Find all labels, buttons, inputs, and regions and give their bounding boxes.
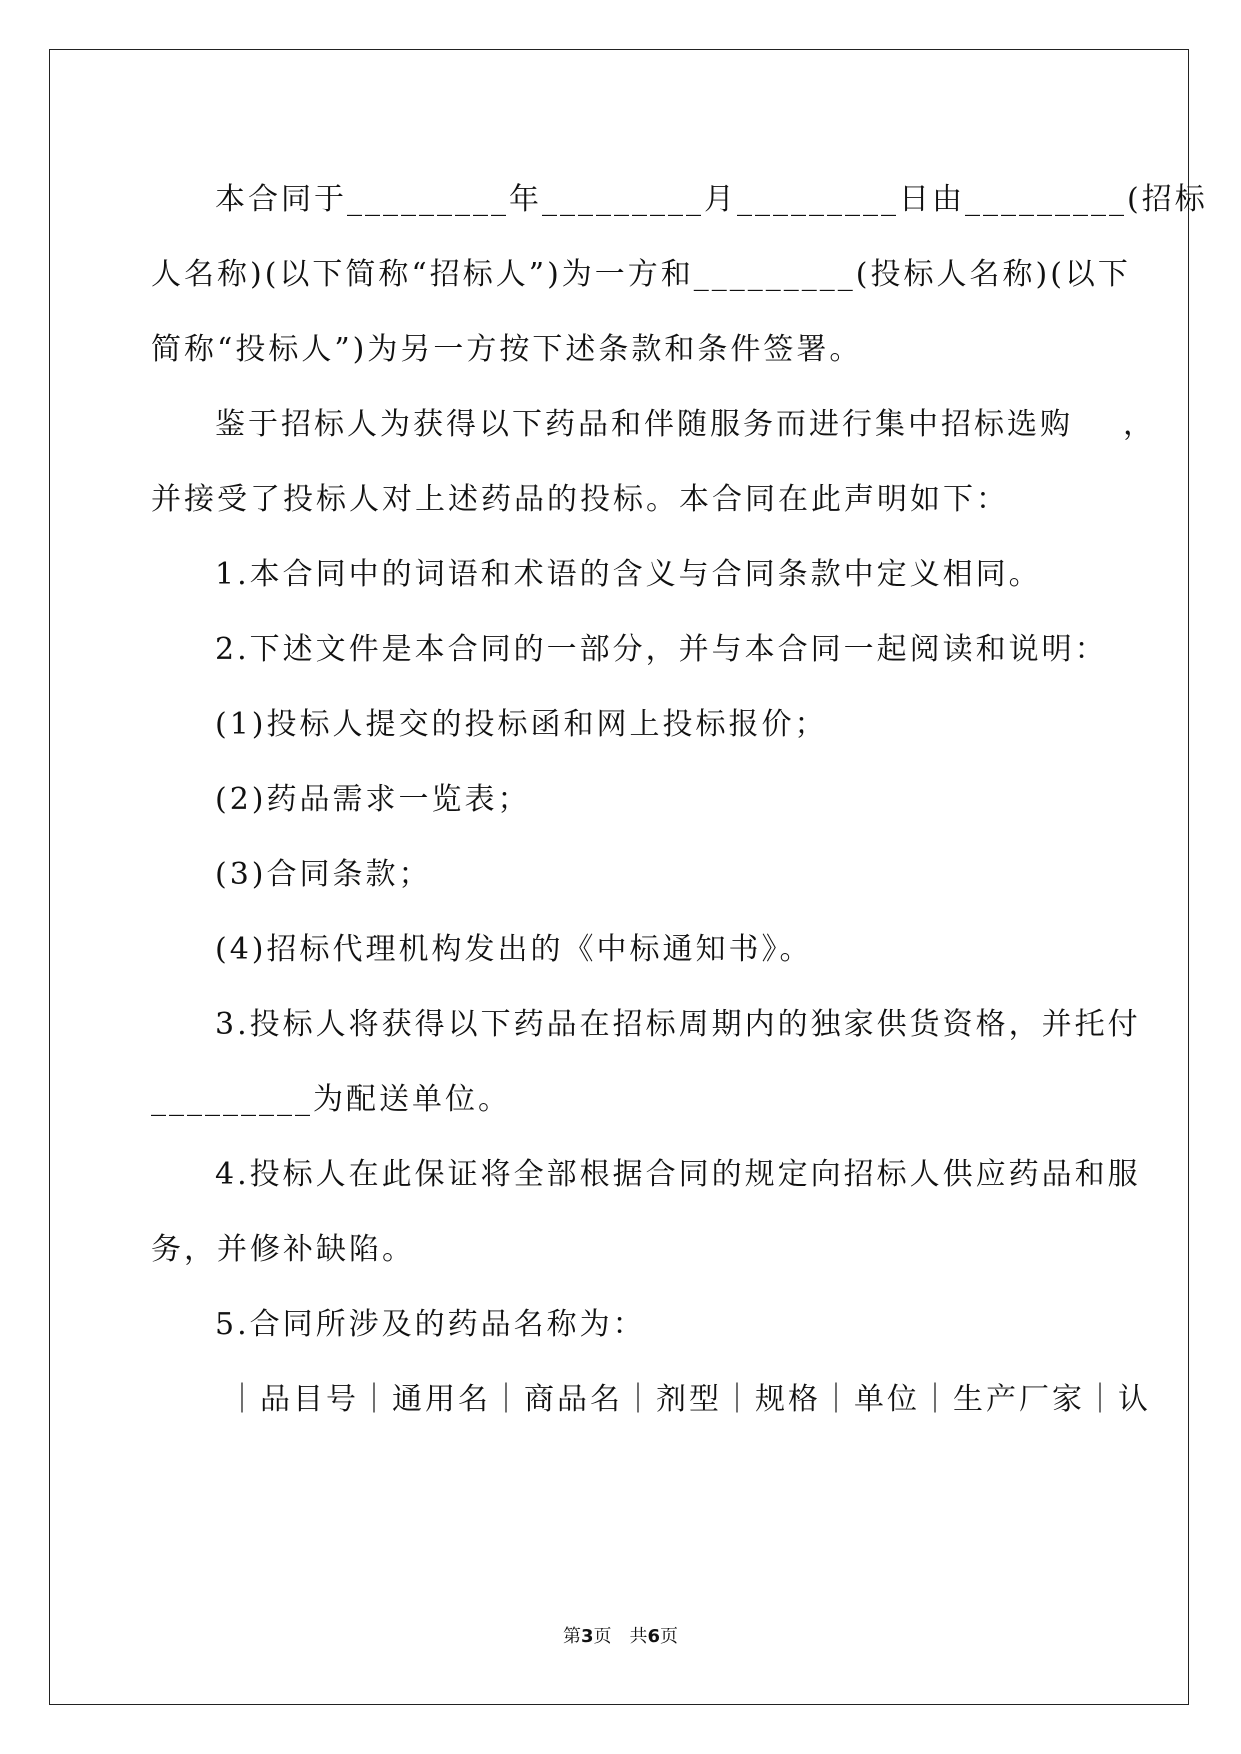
list-item: (2)药品需求一览表； (215, 782, 531, 817)
paragraph-line: 本合同于_________年_________月_________日由_________(招标 (215, 182, 1208, 217)
comma-mark: ， (1123, 407, 1156, 442)
list-item: (1)投标人提交的投标函和网上投标报价； (215, 707, 828, 742)
clause-line: _________为配送单位。 (151, 1082, 511, 1117)
page-footer (0, 1625, 1241, 1649)
paragraph-line (151, 387, 1156, 462)
clause-line: 2.下述文件是本合同的一部分，并与本合同一起阅读和说明： (215, 632, 1108, 667)
contract-body (151, 162, 1208, 1437)
paragraph-line: 人名称)(以下简称“招标人”)为一方和_________(投标人名称)(以下 (151, 257, 1131, 292)
paragraph-line: 简称“投标人”)为另一方按下述条款和条件签署。 (151, 332, 863, 367)
footer-current-page: 3 (580, 1626, 594, 1647)
footer-prefix: 第 (562, 1626, 581, 1647)
paragraph-text: 鉴于招标人为获得以下药品和伴随服务而进行集中招标选购 (215, 407, 1073, 442)
clause-line: 5.合同所涉及的药品名称为： (215, 1307, 646, 1342)
list-item: (4)招标代理机构发出的《中标通知书》。 (215, 932, 813, 967)
clause-line: 1.本合同中的词语和术语的含义与合同条款中定义相同。 (215, 557, 1042, 592)
clause-line: 4.投标人在此保证将全部根据合同的规定向招标人供应药品和服 (215, 1157, 1141, 1192)
footer-mid: 页 共 (593, 1626, 648, 1647)
table-header-line: ｜品目号｜通用名｜商品名｜剂型｜规格｜单位｜生产厂家｜认 (227, 1382, 1151, 1417)
list-item: (3)合同条款； (215, 857, 432, 892)
paragraph-line: 并接受了投标人对上述药品的投标。本合同在此声明如下： (151, 482, 1009, 517)
footer-suffix: 页 (660, 1626, 679, 1647)
footer-total-pages: 6 (647, 1626, 661, 1647)
clause-line: 务，并修补缺陷。 (151, 1232, 415, 1267)
clause-line: 3.投标人将获得以下药品在招标周期内的独家供货资格，并托付 (215, 1007, 1141, 1042)
